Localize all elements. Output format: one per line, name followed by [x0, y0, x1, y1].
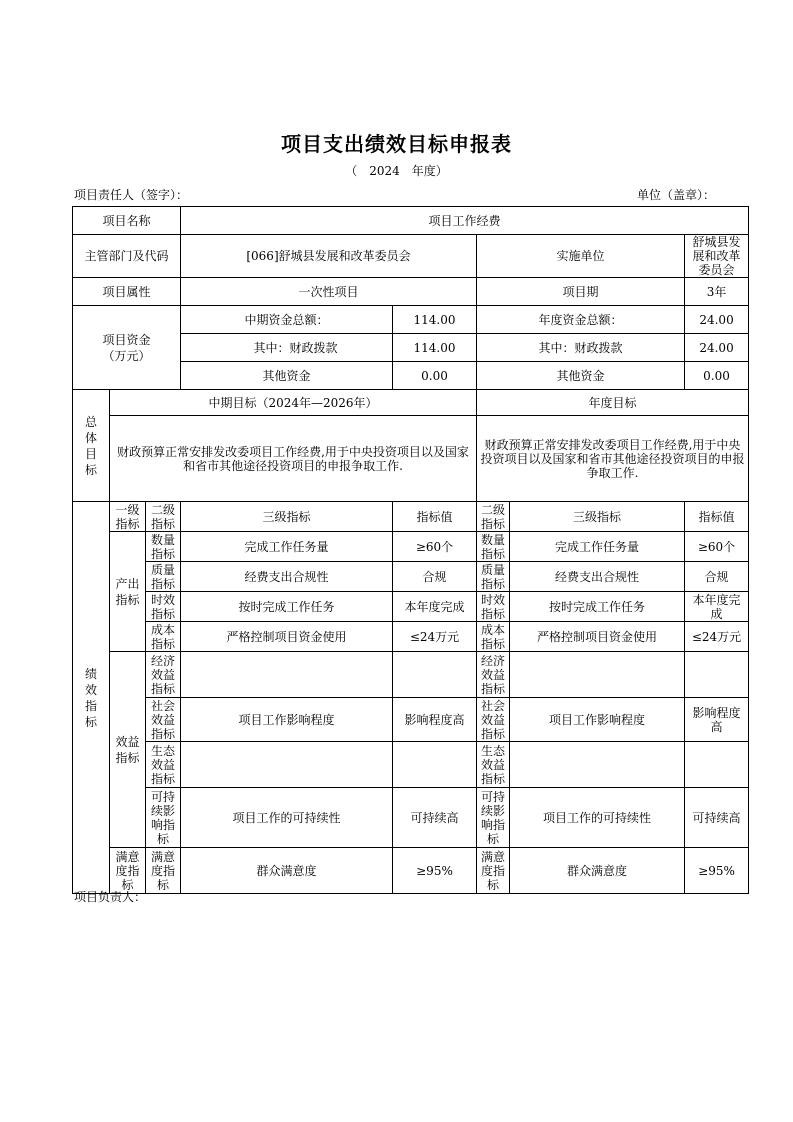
- benefit-l3-year: [510, 652, 685, 698]
- benefit-l3-year: [510, 742, 685, 788]
- benefit-l3-mid: 项目工作的可持续性: [181, 788, 393, 848]
- year-fin-label: 其中：财政拨款: [477, 334, 685, 362]
- output-l2-year: 质量指标: [477, 562, 510, 592]
- benefit-val-mid: 可持续高: [393, 788, 477, 848]
- year-line: （ 2024 年度）: [345, 164, 448, 178]
- benefit-l3-mid: [181, 652, 393, 698]
- output-val-mid: 本年度完成: [393, 592, 477, 622]
- mid-total-label: 中期资金总额：: [181, 306, 393, 334]
- benefit-l3-mid: 项目工作影响程度: [181, 698, 393, 742]
- year-other-value: 0.00: [685, 362, 749, 390]
- output-val-mid: ≤24万元: [393, 622, 477, 652]
- indicators-label-text: 绩效指标: [84, 666, 97, 729]
- output-l3-year: 按时完成工作任务: [510, 592, 685, 622]
- output-l2-year: 数量指标: [477, 532, 510, 562]
- mid-goal-header: 中期目标（2024年—2026年）: [110, 390, 477, 416]
- page-title: 项目支出绩效目标申报表: [281, 132, 512, 156]
- mid-other-value: 0.00: [393, 362, 477, 390]
- output-l3-mid: 严格控制项目资金使用: [181, 622, 393, 652]
- performance-target-table: [72, 206, 749, 894]
- mid-goal-text: 财政预算正常安排发改委项目工作经费,用于中央投资项目以及国家和省市其他途径投资项目的申报争取工作.: [110, 416, 477, 502]
- output-val-year: 本年度完成: [685, 592, 749, 622]
- project-name-value: 项目工作经费: [181, 207, 749, 235]
- project-period-label: 项目期: [477, 278, 685, 306]
- header-level1-mid: 一级指标: [110, 502, 146, 532]
- benefit-l2-year: 生态效益指标: [477, 742, 510, 788]
- benefit-l3-mid: [181, 742, 393, 788]
- benefit-l2-mid: 社会效益指标: [146, 698, 181, 742]
- output-l3-year: 经费支出合规性: [510, 562, 685, 592]
- output-indicator-text: 产出指标: [115, 576, 140, 607]
- satisfaction-l1: 满意度指标: [110, 848, 146, 894]
- header-level2-mid: 二级指标: [146, 502, 181, 532]
- benefit-l2-mid: 经济效益指标: [146, 652, 181, 698]
- year-goal-header: 年度目标: [477, 390, 749, 416]
- header-level3-year: 三级指标: [510, 502, 685, 532]
- benefit-val-year: 影响程度高: [685, 698, 749, 742]
- output-l3-year: 严格控制项目资金使用: [510, 622, 685, 652]
- output-l2-year: 成本指标: [477, 622, 510, 652]
- benefit-val-year: 可持续高: [685, 788, 749, 848]
- benefit-l2-year: 社会效益指标: [477, 698, 510, 742]
- project-period-value: 3年: [685, 278, 749, 306]
- output-l3-year: 完成工作任务量: [510, 532, 685, 562]
- satisfaction-l3-mid: 群众满意度: [181, 848, 393, 894]
- unit-seal-label: 单位（盖章）：: [636, 188, 715, 202]
- output-val-year: ≤24万元: [685, 622, 749, 652]
- benefit-l3-year: 项目工作的可持续性: [510, 788, 685, 848]
- benefit-val-year: [685, 652, 749, 698]
- benefit-indicator-text: 效益指标: [115, 734, 140, 765]
- benefit-l2-year: 可持续影响指标: [477, 788, 510, 848]
- year-fin-value: 24.00: [685, 334, 749, 362]
- output-l3-mid: 完成工作任务量: [181, 532, 393, 562]
- funds-label-text: 项目资金（万元）: [102, 332, 151, 363]
- header-value-year: 指标值: [685, 502, 749, 532]
- output-l2-mid: 时效指标: [146, 592, 181, 622]
- project-name-label: 项目名称: [73, 207, 181, 235]
- indicators-label: [73, 502, 110, 894]
- mid-fin-value: 114.00: [393, 334, 477, 362]
- satisfaction-val-mid: ≥95%: [393, 848, 477, 894]
- overall-goal-label: [73, 390, 110, 502]
- benefit-val-mid: [393, 742, 477, 788]
- header-value-mid: 指标值: [393, 502, 477, 532]
- satisfaction-val-year: ≥95%: [685, 848, 749, 894]
- impl-unit-label: 实施单位: [477, 235, 685, 278]
- output-l2-mid: 数量指标: [146, 532, 181, 562]
- satisfaction-l2-mid: 满意度指标: [146, 848, 181, 894]
- responsible-signature-label: 项目责任人（签字）：: [74, 188, 189, 202]
- output-val-year: 合规: [685, 562, 749, 592]
- year-goal-text: 财政预算正常安排发改委项目工作经费,用于中央投资项目以及国家和省市其他途径投资项目的申报争取工作.: [477, 416, 749, 502]
- mid-fin-label: 其中：财政拨款: [181, 334, 393, 362]
- header-level3-mid: 三级指标: [181, 502, 393, 532]
- benefit-l2-year: 经济效益指标: [477, 652, 510, 698]
- benefit-l2-mid: 生态效益指标: [146, 742, 181, 788]
- dept-label: 主管部门及代码: [73, 235, 181, 278]
- benefit-val-year: [685, 742, 749, 788]
- project-attr-label: 项目属性: [73, 278, 181, 306]
- output-val-mid: ≥60个: [393, 532, 477, 562]
- year-total-label: 年度资金总额：: [477, 306, 685, 334]
- impl-unit-value: 舒城县发展和改革委员会: [685, 235, 749, 278]
- project-leader-label: 项目负责人：: [74, 890, 147, 904]
- benefit-l3-year: 项目工作影响程度: [510, 698, 685, 742]
- header-level2-year: 二级指标: [477, 502, 510, 532]
- benefit-val-mid: 影响程度高: [393, 698, 477, 742]
- output-l3-mid: 经费支出合规性: [181, 562, 393, 592]
- output-val-mid: 合规: [393, 562, 477, 592]
- satisfaction-l3-year: 群众满意度: [510, 848, 685, 894]
- output-indicator-label: [110, 532, 146, 652]
- mid-total-value: 114.00: [393, 306, 477, 334]
- funds-label: [73, 306, 181, 390]
- dept-value: [066]舒城县发展和改革委员会: [181, 235, 477, 278]
- output-l2-year: 时效指标: [477, 592, 510, 622]
- benefit-indicator-label: [110, 652, 146, 848]
- output-l2-mid: 成本指标: [146, 622, 181, 652]
- year-other-label: 其他资金: [477, 362, 685, 390]
- output-l2-mid: 质量指标: [146, 562, 181, 592]
- benefit-l2-mid: 可持续影响指标: [146, 788, 181, 848]
- satisfaction-l2-year: 满意度指标: [477, 848, 510, 894]
- output-l3-mid: 按时完成工作任务: [181, 592, 393, 622]
- benefit-val-mid: [393, 652, 477, 698]
- output-val-year: ≥60个: [685, 532, 749, 562]
- year-total-value: 24.00: [685, 306, 749, 334]
- overall-goal-label-text: 总体目标: [84, 414, 97, 477]
- mid-other-label: 其他资金: [181, 362, 393, 390]
- project-attr-value: 一次性项目: [181, 278, 477, 306]
